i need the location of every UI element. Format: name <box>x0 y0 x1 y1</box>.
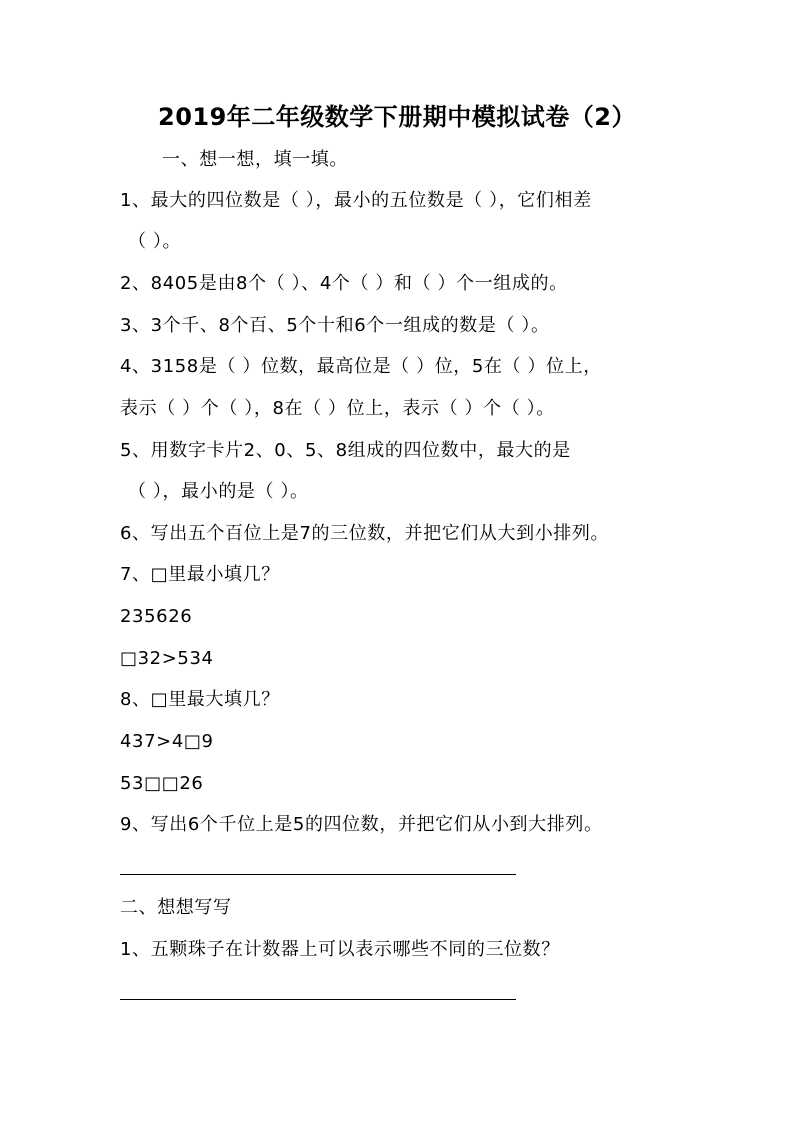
question-2: 2、8405是由8个（ ）、4个（ ）和（ ）个一组成的。 <box>120 273 568 294</box>
section1-heading: 一、想一想，填一填。 <box>162 149 348 170</box>
question-8: 8、□里最大填几？ <box>120 689 280 710</box>
question-7-item-2: □32>534 <box>120 648 214 669</box>
question-1-line-1: 1、最大的四位数是（ ），最小的五位数是（ ），它们相差 <box>120 190 592 211</box>
question-1-line-2: （ ）。 <box>128 231 182 252</box>
question-5-line-1: 5、用数字卡片2、0、5、8组成的四位数中，最大的是 <box>120 440 571 461</box>
answer-line-2 <box>120 999 516 1000</box>
section2-question-1: 1、五颗珠子在计数器上可以表示哪些不同的三位数？ <box>120 939 560 960</box>
section2-heading: 二、想想写写 <box>120 897 232 918</box>
question-8-item-2: 53□□26 <box>120 773 204 794</box>
question-5-line-2: （ ），最小的是（ ）。 <box>128 481 309 502</box>
answer-line-1 <box>120 874 516 875</box>
question-8-item-1: 437>4□9 <box>120 731 214 752</box>
question-7-item-1: 235626 <box>120 606 193 627</box>
question-3: 3、3个千、8个百、5个十和6个一组成的数是（ ）。 <box>120 315 550 336</box>
question-4-line-2: 表示（ ）个（ ），8在（ ）位上，表示（ ）个（ ）。 <box>120 398 555 419</box>
question-4-line-1: 4、3158是（ ）位数，最高位是（ ）位，5在（ ）位上， <box>120 356 602 377</box>
document-title: 2019年二年级数学下册期中模拟试卷（2） <box>158 103 636 131</box>
question-9: 9、写出6个千位上是5的四位数，并把它们从小到大排列。 <box>120 814 603 835</box>
question-7: 7、□里最小填几？ <box>120 564 280 585</box>
question-6: 6、写出五个百位上是7的三位数，并把它们从大到小排列。 <box>120 523 610 544</box>
